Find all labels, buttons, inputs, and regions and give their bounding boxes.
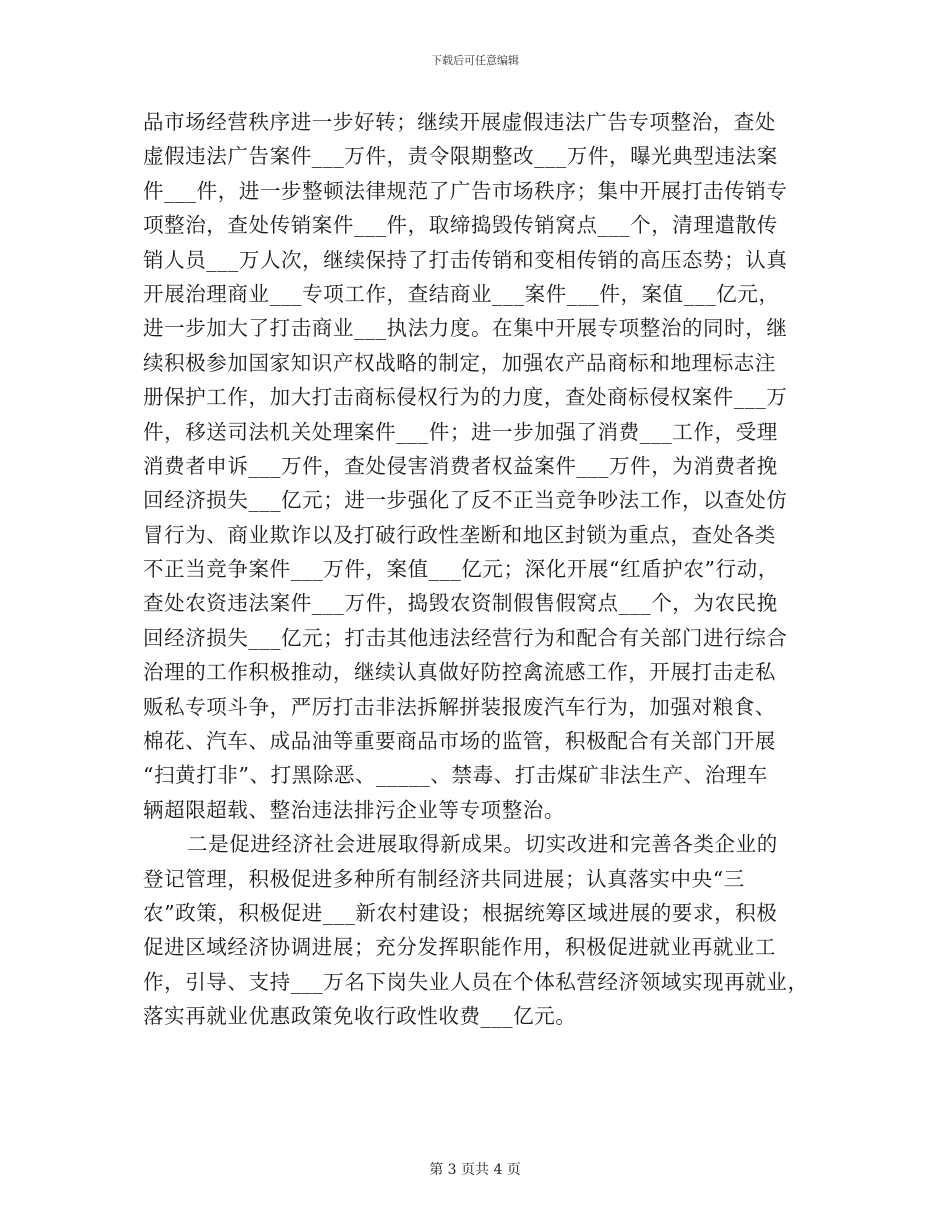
body-line: 落实再就业优惠政策免收行政性收费___亿元。 <box>143 1004 577 1029</box>
body-line: 消费者申诉___万件，查处侵害消费者权益案件___万件，为消费者挽 <box>143 453 778 478</box>
body-line: 冒行为、商业欺诈以及打破行政性垄断和地区封锁为重点，查处各类 <box>143 522 776 547</box>
body-line: 治理的工作积极推动，继续认真做好防控禽流感工作，开展打击走私 <box>143 660 776 685</box>
document-body <box>143 105 813 1034</box>
body-line: 不正当竞争案件___万件，案值___亿元；深化开展“红盾护农”行动， <box>143 557 779 582</box>
body-line: 辆超限超载、整治违法排污企业等专项整治。 <box>143 797 565 822</box>
body-line: 进一步加大了打击商业___执法力度。在集中开展专项整治的同时，继 <box>143 316 788 341</box>
page-header-note: 下载后可任意编辑 <box>431 54 519 67</box>
body-line: 查处农资违法案件___万件，捣毁农资制假售假窝点___个，为农民挽 <box>143 591 778 616</box>
body-line: 销人员___万人次，继续保持了打击传销和变相传销的高压态势；认真 <box>143 247 788 272</box>
body-line: 贩私专项斗争，严厉打击非法拆解拼装报废汽车行为，加强对粮食、 <box>143 694 776 719</box>
body-line: 回经济损失___亿元；进一步强化了反不正当竞争吵法工作，以查处仿 <box>143 488 788 513</box>
body-line: 册保护工作，加大打击商标侵权行为的力度，查处商标侵权案件___万 <box>143 385 788 410</box>
body-line: 续积极参加国家知识产权战略的制定，加强农产品商标和地理标志注 <box>143 350 776 375</box>
body-line: 促进区域经济协调进展；充分发挥职能作用，积极促进就业再就业工 <box>143 935 776 960</box>
body-line: 件，移送司法机关处理案件___件；进一步加强了消费___工作，受理 <box>143 419 778 444</box>
body-line: 棉花、汽车、成品油等重要商品市场的监管，积极配合有关部门开展 <box>143 729 776 754</box>
body-line: 虚假违法广告案件___万件，责令限期整改___万件，曝光典型违法案 <box>143 144 778 169</box>
body-line: 品市场经营秩序进一步好转；继续开展虚假违法广告专项整治，查处 <box>143 110 776 134</box>
body-line: 作，引导、支持___万名下岗失业人员在个体私营经济领域实现再就业， <box>143 969 809 994</box>
body-line: “扫黄打非”、打黑除恶、_____、禁毒、打击煤矿非法生产、治理车 <box>143 763 769 788</box>
body-line: 件___件，进一步整顿法律规范了广告市场秩序；集中开展打击传销专 <box>143 178 788 203</box>
paragraph-start-line: 二是促进经济社会进展取得新成果。切实改进和完善各类企业的 <box>187 832 778 857</box>
body-line: 开展治理商业___专项工作，查结商业___案件___件，案值___亿元， <box>143 281 780 306</box>
body-line: 登记管理，积极促进多种所有制经济共同进展；认真落实中央“三 <box>143 866 745 891</box>
body-line: 回经济损失___亿元；打击其他违法经营行为和配合有关部门进行综合 <box>143 625 788 650</box>
body-line: 项整治，查处传销案件___件，取缔捣毁传销窝点___个，清理遣散传 <box>143 213 778 238</box>
page-number-footer: 第 3 页共 4 页 <box>429 1162 521 1178</box>
body-line: 农”政策，积极促进___新农村建设；根据统筹区域进展的要求，积极 <box>143 900 778 925</box>
